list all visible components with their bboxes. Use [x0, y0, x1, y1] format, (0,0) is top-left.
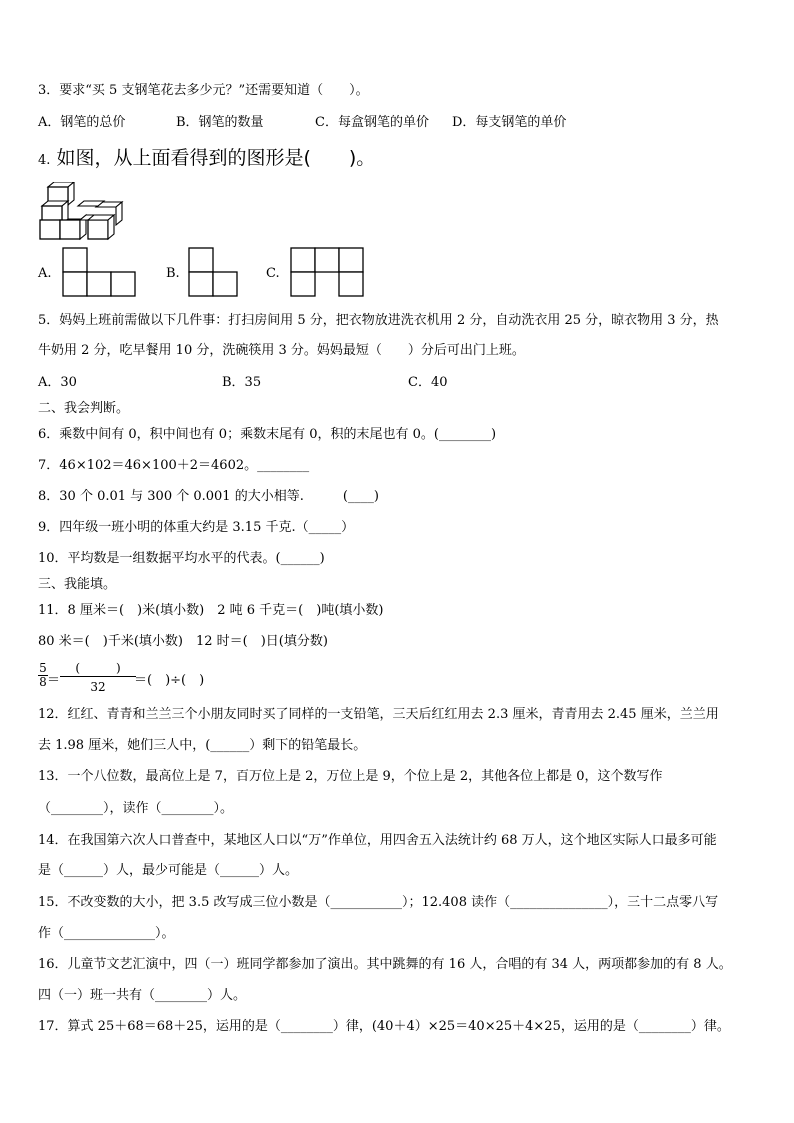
q5-option-c[interactable]: C．40 — [408, 375, 448, 390]
q16-line2: 四（一）班一共有（________）人。 — [38, 988, 247, 1003]
cube-stack-figure — [38, 182, 128, 242]
q11-frac1-denominator: 8 — [39, 675, 47, 689]
q3-option-b[interactable]: B．钢笔的数量 — [176, 115, 264, 130]
q14-line2: 是（______）人，最少可能是（______）人。 — [38, 863, 299, 878]
q11-line1: 11．8 厘米＝( )米(填小数) 2 吨 6 千克＝( )吨(填小数) — [38, 603, 384, 618]
q11-fraction-2 — [60, 662, 136, 694]
q4-stem-line — [38, 147, 376, 169]
q10: 10．平均数是一组数据平均水平的代表。(______) — [38, 551, 325, 566]
q12-line2: 去 1.98 厘米，她们三人中，(______）剩下的铅笔最长。 — [38, 738, 367, 753]
q4-option-c-figure[interactable] — [290, 247, 368, 298]
q4-option-a-figure[interactable] — [62, 247, 140, 298]
q11-frac2-numerator: ( ) — [60, 662, 136, 677]
q11-line2: 80 米＝( )千米(填小数) 12 时＝( )日(填分数) — [38, 634, 328, 649]
q11-equals: ＝ — [47, 673, 61, 688]
q13-line2: （________），读作（________）。 — [38, 801, 234, 816]
q11-frac2-denominator: 32 — [90, 680, 106, 694]
q7: 7．46×102＝46×100＋2＝4602。________ — [38, 458, 310, 473]
q11-frac1-numerator: 5 — [39, 661, 47, 675]
q6: 6．乘数中间有 0，积中间也有 0；乘数末尾有 0，积的末尾也有 0。(________) — [38, 427, 497, 442]
q3-option-c[interactable]: C．每盒钢笔的单价 — [315, 115, 429, 130]
q4-option-b-label[interactable]: B. — [166, 266, 180, 281]
q3-option-a[interactable]: A．钢笔的总价 — [38, 115, 126, 130]
q17: 17．算式 25＋68＝68＋25，运用的是（________）律，(40＋4）×25＝40×25＋4×25，运用的是（________）律。 — [38, 1019, 730, 1034]
q11-division-tail: ＝( )÷( ) — [134, 673, 205, 688]
q15-line2: 作（______________）。 — [38, 926, 175, 941]
q15-line1: 15．不改变数的大小，把 3.5 改写成三位小数是（___________）；12.408 读作（_______________），三十二点零八写 — [38, 895, 719, 910]
q13-line1: 13．一个八位数，最高位上是 7，百万位上是 2，万位上是 9，个位上是 2，其他各位上都是 0，这个数写作 — [38, 769, 663, 784]
q3-stem: 3．要求“买 5 支钢笔花去多少元？”还需要知道（ ）。 — [38, 83, 369, 98]
q4-option-c-label[interactable]: C. — [266, 266, 280, 281]
section2-heading: 二、我会判断。 — [38, 401, 130, 416]
q14-line1: 14．在我国第六次人口普查中，某地区人口以“万”作单位，用四舍五入法统计约 68 万人，这个地区实际人口最多可能 — [38, 833, 717, 848]
q5-option-b[interactable]: B．35 — [222, 375, 262, 390]
q4-number: 4. — [38, 153, 51, 168]
q5-line1: 5．妈妈上班前需做以下几件事：打扫房间用 5 分，把衣物放进洗衣机用 2 分，自动洗衣用 25 分，晾衣物用 3 分，热 — [38, 313, 719, 328]
q3-option-d[interactable]: D．每支钢笔的单价 — [452, 115, 567, 130]
q16-line1: 16．儿童节文艺汇演中，四（一）班同学都参加了演出。其中跳舞的有 16 人，合唱的有 34 人，两项都参加的有 8 人。 — [38, 957, 732, 972]
q8: 8．30 个 0.01 与 300 个 0.001 的大小相等. (____) — [38, 489, 379, 504]
q4-option-b-figure[interactable] — [188, 247, 240, 298]
q4-option-a-label[interactable]: A. — [38, 266, 52, 281]
q4-stem: 如图，从上面看得到的图形是( )。 — [56, 147, 376, 169]
section3-heading: 三、我能填。 — [38, 577, 117, 592]
q9: 9．四年级一班小明的体重大约是 3.15 千克.（_____） — [38, 520, 355, 535]
q5-line2: 牛奶用 2 分，吃早餐用 10 分，洗碗筷用 3 分。妈妈最短（ ）分后可出门上班。 — [38, 343, 525, 358]
q5-option-a[interactable]: A．30 — [38, 375, 77, 390]
q12-line1: 12．红红、青青和兰兰三个小朋友同时买了同样的一支铅笔，三天后红红用去 2.3 厘米，青青用去 2.45 厘米，兰兰用 — [38, 707, 719, 722]
